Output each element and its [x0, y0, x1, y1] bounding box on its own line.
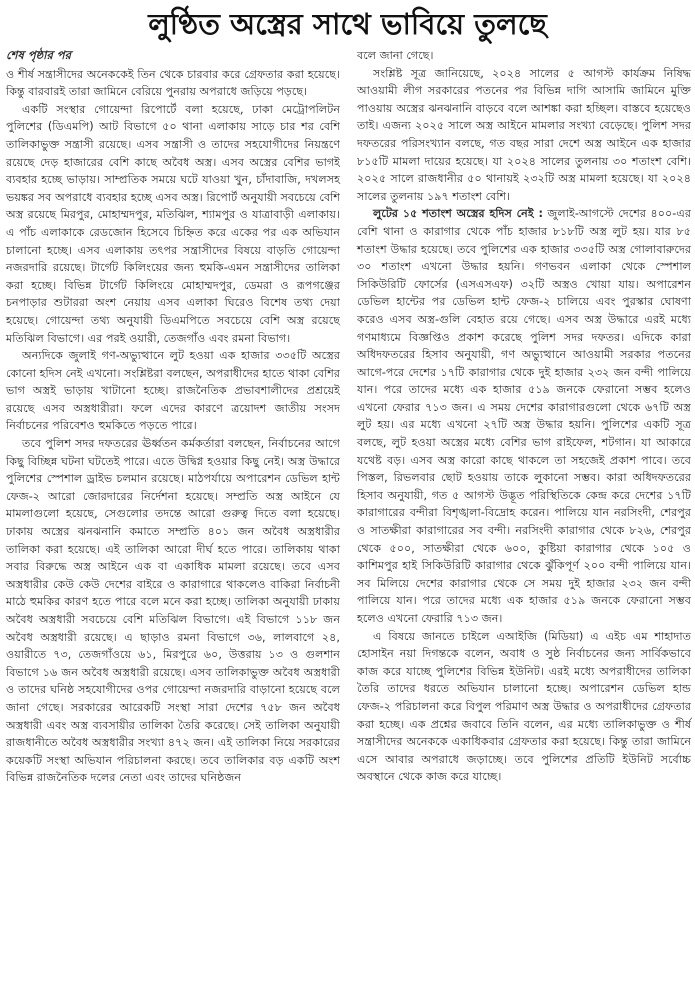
paragraph: একটি সংস্থার গোয়েন্দা রিপোর্টে বলা হয়েছে, ঢাকা মেট্রোপলিটন পুলিশের (ডিএমপি) আট বিভাগে ৫০ থানা এলাকায় সাড়ে চার শর বেশি তালিকাভুক্ত সন্ত্রাসী রয়েছে। এসব সন্ত্রাসী ও তাদের সহযোগীদের নিয়ন্ত্রণে রয়েছে দেড় হাজারের বেশি কাছে অবৈধ অস্ত্র। এসব অস্ত্রের বেশির ভাগই ব্যবহার হচ্ছে ভাড়ায়। সাম্প্রতিক সময়ে ঘটে যাওয়া খুন, চাঁদাবাজি, দখলসহ ভয়ঙ্কর সব অপরাধে ব্যবহার হচ্ছে এসব অস্ত্র। রিপোর্ট অনুযায়ী সবচেয়ে বেশি অস্ত্র রয়েছে মিরপুর, মোহাম্মদপুর, মতিঝিল, শ্যামপুর ও যাত্রাবাড়ী এলাকায়। এ পাঁচ এলাকাকে রেডজোন হিসেবে চিহ্নিত করে একের পর এক অভিযান চালানো হচ্ছে। এসব এলাকায় তৎপর সন্ত্রাসীদের বিষয়ে বাড়তি গোয়েন্দা নজরদারি রয়েছে। টার্গেট কিলিংয়ের জন্য হুমকি-এমন সন্ত্রাসীদের তালিকা করা হচ্ছে। বিভিন্ন টার্গেট কিলিংয়ে মোহাম্মদপুর, ডেমরা ও রূপগঞ্জের চনপাড়ার শুটাররা অংশ নেয়ায় এসব এলাকা ঘিরেও বিশেষ তথ্য দেয়া হয়েছে। গোয়েন্দা তথ্য অনুযায়ী ডিএমপিতে সবচেয়ে বেশি অস্ত্র রয়েছে মতিঝিল বিভাগে। এর পরই ওয়ারী, তেজগাঁও এবং রমনা বিভাগ।	[6, 102, 340, 345]
paragraph: অন্যদিকে জুলাই গণ-অভ্যুত্থানে লুট হওয়া এক হাজার ৩৩৫টি অস্ত্রের কোনো হদিস নেই এখনো। সংশ্লিষ্টরা বলছেন, অপরাধীদের হাতে থাকা বেশির ভাগ অস্ত্রই ভাড়ায় খাটানো হচ্ছে। রাজনৈতিক প্রভাবশালীদের প্রশ্রয়েই রয়েছে এসব অস্ত্রধারীরা। ফলে এদের কারণে ত্রয়োদশ জাতীয় সংসদ নির্বাচনের পরিবেশও হুমকিতে পড়তে পারে।	[6, 349, 340, 433]
paragraph: এ বিষয়ে জানতে চাইলে এআইজি (মিডিয়া) এ এইচ এম শাহাদাত হোসাইন নয়া দিগন্তকে বলেন, অবাধ ও সুষ্ঠ নির্বাচনের জন্য সার্বিকভাবে কাজ করে যাচ্ছে পুলিশের বিভিন্ন ইউনিট। এরই মধ্যে অপরাধীদের তালিকা তৈরি তাদের ধরতে অভিযান চালানো হচ্ছে। অপারেশন ডেভিল হান্ড ফেজ-২ পরিচালনা করে বিপুল পরিমাণ অস্ত্র উদ্ধার ও অপরাধীদের গ্রেফতার করা হচ্ছে। এক প্রশ্নের জবাবে তিনি বলেন, এর মধ্যে তালিকাভুক্ত ও শীর্ষ সন্ত্রাসীদের অনেককে একাধিকবার গ্রেফতার করা হয়েছে। কিন্তু তারা জামিনে এসে আবার অপরাধে জড়াচ্ছে। তবে পুলিশের প্রতিটি ইউনিট সর্বোচ্চ অবস্থানে থেকে কাজ করে যাচ্ছে।	[357, 629, 691, 784]
paragraph: ও শীর্ষ সন্ত্রাসীদের অনেককেই তিন থেকে চারবার করে গ্রেফতার করা হয়েছে। কিন্তু বারবারই তারা জামিনে বেরিয়ে পুনরায় অপরাধে জড়িয়ে পড়ছে।	[6, 67, 340, 99]
continuation-line: বলে জানা গেছে।	[357, 49, 434, 62]
subhead-paragraph	[357, 205, 691, 627]
paragraph: তবে পুলিশ সদর দফতরের ঊর্ধ্বতন কর্মকর্তারা বলছেন, নির্বাচনের আগে কিছু বিচ্ছিন্ন ঘটনা ঘটতেই পারে। এতে উদ্বিগ্ন হওয়ার কিছু নেই। অস্ত্র উদ্ধারে পুলিশের স্পেশাল ড্রাইভ চলমান রয়েছে। মাঠপর্যায়ে অপারেশন ডেভিল হান্ট ফেজ-২ আরো জোরদারের নির্দেশনা হয়েছে। সম্প্রতি অস্ত্র আইনে যে মামলাগুলো হয়েছে, সেগুলোর তদন্তে আরো গুরুত্ব দিতে বলা হয়েছে। ঢাকায় অস্ত্রের ঝনঝনানি কমাতে সম্প্রতি ৪০১ জন অবৈধ অস্ত্রধারীর তালিকা করা হয়েছে। এই তালিকা আরো দীর্ঘ হতে পারে। তালিকায় থাকা সবার বিরুদ্ধে অস্ত্র আইনে এক বা একাধিক মামলা রয়েছে। তবে এসব অস্ত্রধারীর কেউ কেউ দেশের বাইরে ও কারাগারে থাকলেও বাকিরা নির্বাচনী মাঠে হুমকির কারণ হতে পারে বলে মনে করা হচ্ছে। তালিকা অনুযায়ী ঢাকায় অবৈধ অস্ত্রধারী সবচেয়ে বেশি মতিঝিল বিভাগে। এই বিভাগে ১১৮ জন অবৈধ অস্ত্রধারী রয়েছে। এ ছাড়াও রমনা বিভাগে ৩৬, লালবাগে ২৪, ওয়ারীতে ৭৩, তেজগাঁওয়ে ৬১, মিরপুরে ৬০, উত্তরায় ১৩ ও গুলশান বিভাগে ১৬ জন অবৈধ অস্ত্রধারী রয়েছে। এসব তালিকাভুক্ত অবৈধ অস্ত্রধারী ও তাদের ঘনিষ্ঠ সহযোগীদের ওপর গোয়েন্দা নজরদারি বাড়ানো হয়েছে বলে জানা গেছে। সরকারের আরেকটি সংস্থা সারা দেশের ৭৫৮ জন অবৈধ অস্ত্রধারী এবং অস্ত্র ব্যবসায়ীর তালিকা তৈরি করেছে। সেই তালিকা অনুযায়ী রাজধানীতে অবৈধ অস্ত্রধারীর সংখ্যা ৪৭২ জন। এই তালিকা নিয়ে সরকারের কয়েকটি সংস্থা অভিযান পরিচালনা করছে। তবে তালিকার বড় একটি অংশ বিভিন্ন রাজনৈতিক দলের নেতা এবং তাদের ঘনিষ্ঠজন	[6, 437, 340, 785]
right-column	[357, 47, 691, 786]
continued-from-label: শেষ পৃষ্ঠার পর	[6, 48, 71, 62]
subhead-body: জুলাই-আগস্টে দেশের ৪০০-এর বেশি থানা ও কারাগার থেকে পাঁচ হাজার ৮১৮টি অস্ত্র লুট হয়। যার ৮৫ শতাংশ উদ্ধার হয়েছে। তবে পুলিশের এক হাজার ৩৩৫টি অস্ত্র গোলাবারুদের ৩০ শতাংশ এখনো উদ্ধার হয়নি। গণভবন এলাকা থেকে স্পেশাল সিকিউরিটি ফোর্সের (এসএসএফ) ৩২টি অস্ত্রও খোয়া যায়। অপারেশন ডেভিল হান্টের পর ডেভিল হান্ট ফেজ-২ চালিয়ে এবং পুরস্কার ঘোষণা করেও এসব অস্ত্র-গুলি বেহাত রয়ে গেছে। এসব অস্ত্র উদ্ধারে এরই মধ্যে গণমাধ্যমে বিজ্ঞপ্তিও প্রকাশ করেছে পুলিশ সদর দফতর। এদিকে কারা অধিদফতরের হিসাব অনুযায়ী, গণ অভ্যুত্থানে আওয়ামী সরকার পতনের আগে-পরে দেশের ১৭টি কারাগার থেকে দুই হাজার ২৩২ জন বন্দী পালিয়ে যান। পরে তাদের মধ্যে এক হাজার ৫১৯ জনকে ফেরানো সম্ভব হলেও এখনো ফেরার ৭১৩ জন। এ সময় দেশের কারাগারগুলো থেকে ৬৭টি অস্ত্র লুট হয়। এর মধ্যে এখনো ২৭টি অস্ত্র উদ্ধার হয়নি। পুলিশের একটি সূত্র বলছে, লুট হওয়া অস্ত্রের মধ্যে বেশির ভাগ রাইফেল, শটগান। যা আকারে যথেষ্ট বড়। এসব অস্ত্র কারো কাছে থাকলে তা সহজেই প্রকাশ পাবে। তবে পিস্তল, রিভলবার ছোট হওয়ায় তাকে লুকানো সম্ভব। কারা অধিদফতরের হিসাব অনুযায়ী, গত ৫ আগস্ট উদ্ভূত পরিস্থিতিকে কেন্দ্র করে দেশের ১৭টি কারাগারের বন্দীরা বিশৃঙ্খলা-বিদ্রোহ করেন। পালিয়ে যান নরসিংদী, শেরপুর ও সাতক্ষীরা কারাগারের সব বন্দী। নরসিংদী কারাগার থেকে ৮২৬, শেরপুর থেকে ৫০০, সাতক্ষীরা থেকে ৬০০, কুষ্টিয়া কারাগার থেকে ১০৫ ও কাশিমপুর হাই সিকিউরিটি কারাগার থেকে ঝুঁকিপূর্ণ ২০০ বন্দী পালিয়ে যান। সব মিলিয়ে দেশের কারাগার থেকে সে সময় দুই হাজার ২৩২ জন বন্দী পালিয়ে যান। পরে তাদের মধ্যে এক হাজার ৫১৯ জনকে ফেরানো সম্ভব হলেও এখনো ফেরারি ৭১৩ জন।	[357, 207, 691, 625]
left-column	[6, 47, 340, 787]
paragraph: সংশ্লিষ্ট সূত্র জানিয়েছে, ২০২৪ সালের ৫ আগস্ট কার্যক্রম নিষিদ্ধ আওয়ামী লীগ সরকারের পতনের পর বিভিন্ন দাগি আসামি জামিনে মুক্তি পাওয়ায় অস্ত্রের ঝনঝনানি বাড়বে বলে আশঙ্কা করা হচ্ছিল। বাস্তবে হয়েছেও তাই। এজন্য ২০২৫ সালে অস্ত্র আইনে মামলার সংখ্যা বেড়েছে। পুলিশ সদর দফতরের পরিসংখ্যান বলছে, গত বছর সারা দেশে অস্ত্র আইনে এক হাজার ৮১৫টি মামলা দায়ের হয়েছে। যা ২০২৪ সালের তুলনায় ৩০ শতাংশ বেশি। ২০২৫ সালে রাজধানীর ৫০ থানায়ই ২৩২টি অস্ত্র মামলা হয়েছে। যা ২০২৪ সালের তুলনায় ১৯৭ শতাংশ বেশি।	[357, 66, 691, 203]
subheading: লুটের ১৫ শতাংশ অস্ত্রের হদিস নেই :	[373, 207, 543, 221]
article-headline: লুণ্ঠিত অস্ত্রের সাথে ভাবিয়ে তুলছে	[148, 7, 547, 41]
